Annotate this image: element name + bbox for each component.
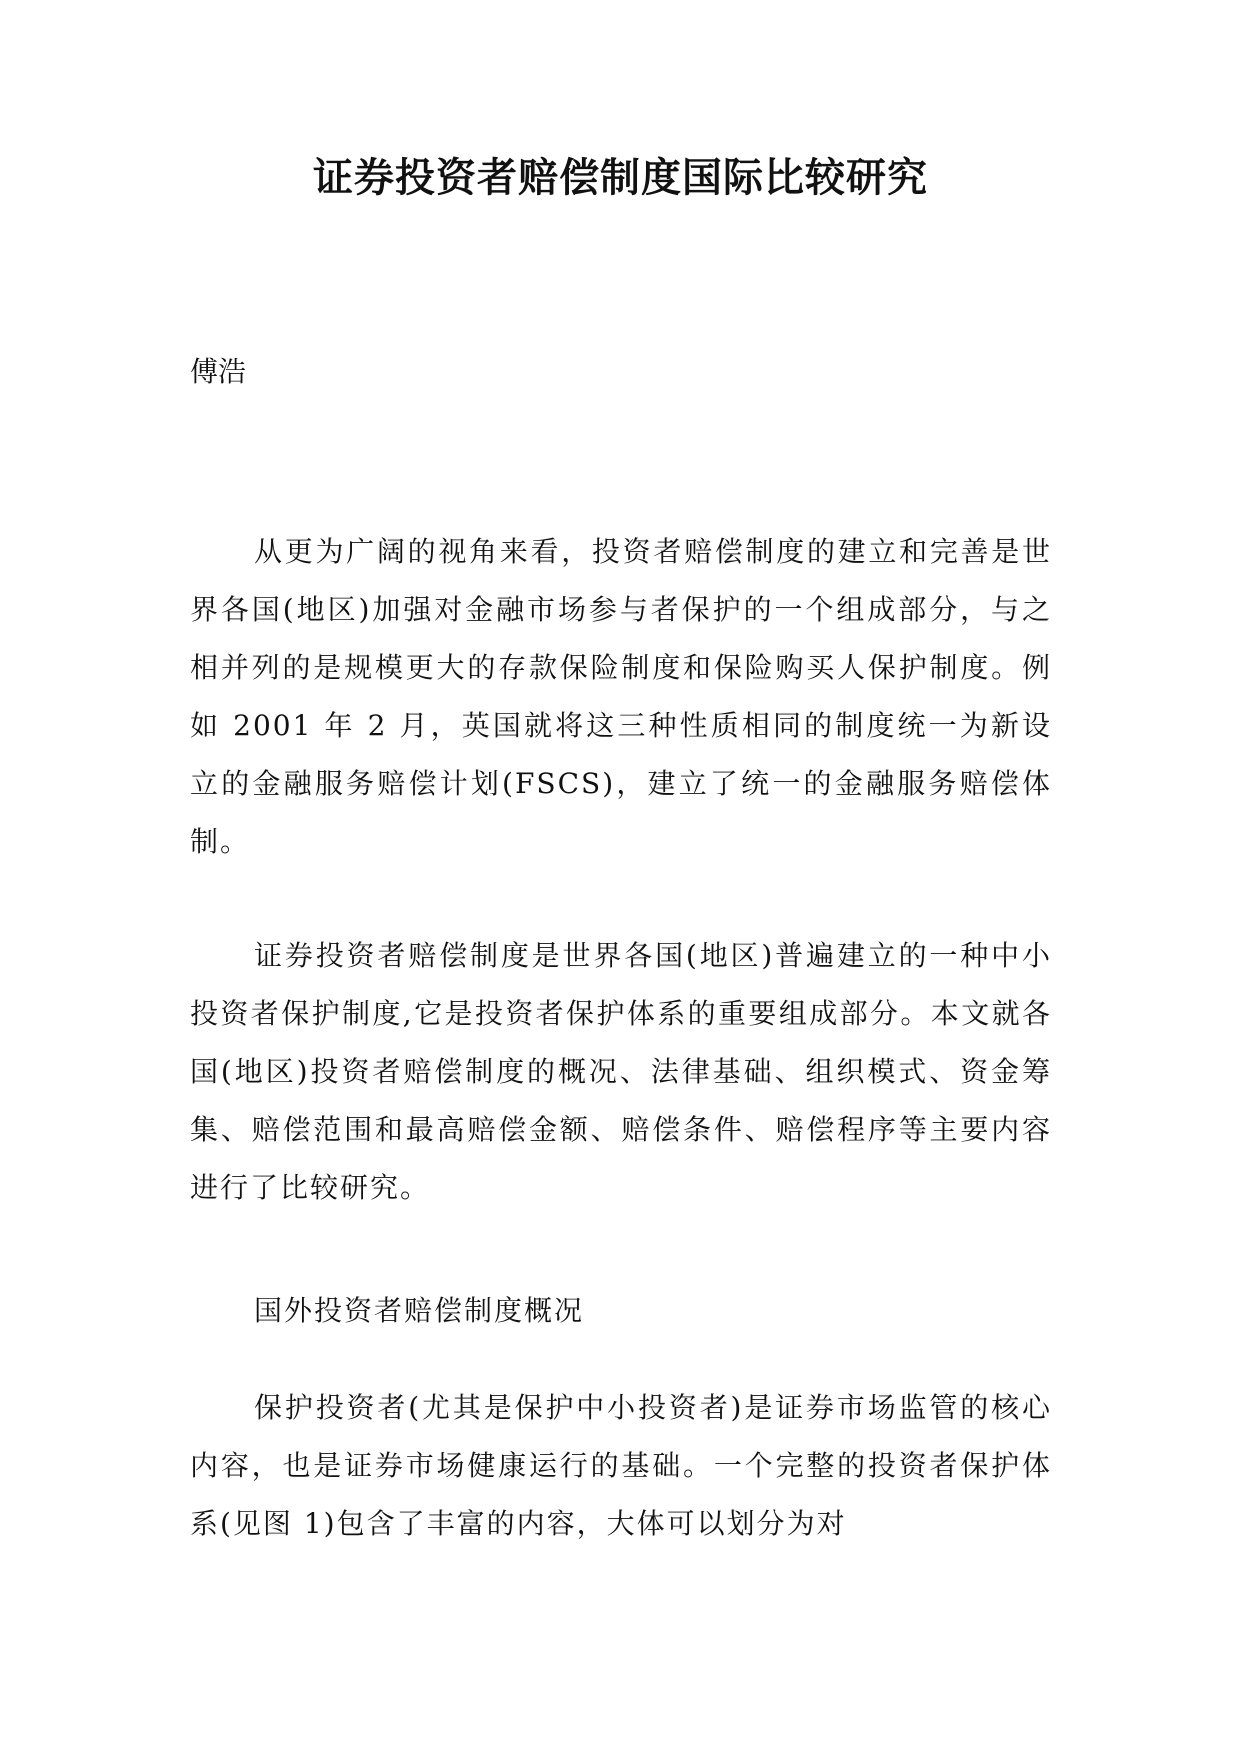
body-paragraph: 保护投资者(尤其是保护中小投资者)是证券市场监管的核心内容，也是证券市场健康运行的基础。一个完整的投资者保护体系(见图 1)包含了丰富的内容，大体可以划分为对 (190, 1391, 1052, 1540)
body-paragraph: 从更为广阔的视角来看，投资者赔偿制度的建立和完善是世界各国(地区)加强对金融市场参与者保护的一个组成部分，与之相并列的是规模更大的存款保险制度和保险购买人保护制度。例如 2001 年 2 月，英国就将这三种性质相同的制度统一为新设立的金融服务赔偿计划(FSCS)，建立了统一的金融服务赔偿体制。 (190, 535, 1052, 858)
body-paragraph: 证券投资者赔偿制度是世界各国(地区)普遍建立的一种中小投资者保护制度,它是投资者保护体系的重要组成部分。本文就各国(地区)投资者赔偿制度的概况、法律基础、组织模式、资金筹集、赔偿范围和最高赔偿金额、赔偿条件、赔偿程序等主要内容进行了比较研究。 (190, 939, 1052, 1204)
document-title: 证券投资者赔偿制度国际比较研究 (313, 155, 928, 201)
author-name: 傅浩 (190, 355, 247, 388)
section-heading: 国外投资者赔偿制度概况 (254, 1294, 585, 1327)
